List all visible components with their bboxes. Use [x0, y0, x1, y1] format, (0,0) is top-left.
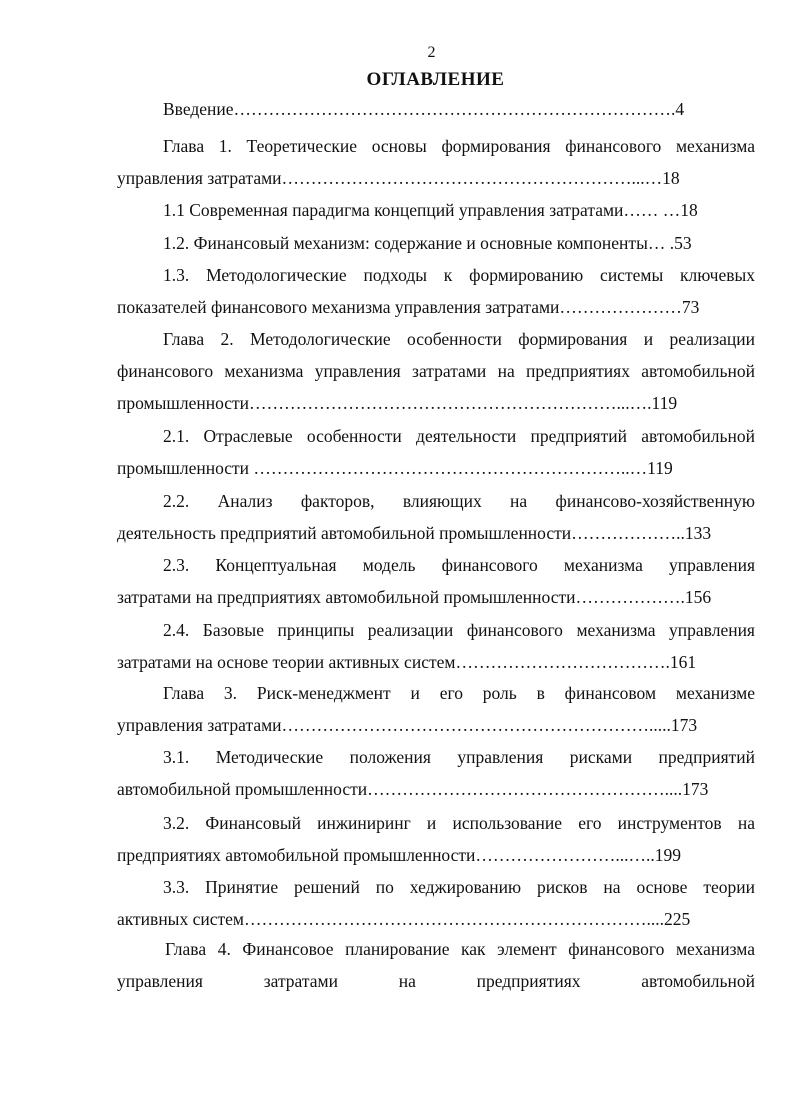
toc-line: 1.2. Финансовый механизм: содержание и основные компоненты… .53 [163, 233, 692, 253]
toc-line: управления затратами……………………………………………………….....173 [117, 714, 698, 735]
toc-line: 3.2. Финансовый инжиниринг и использование его инструментов на [163, 813, 755, 833]
toc-entry-2-2 [117, 486, 755, 550]
toc-line: промышленности………………………………………………………...….119 [117, 392, 678, 413]
toc-line: затратами на предприятиях автомобильной промышленности……………….156 [117, 586, 712, 607]
toc-line: управления затратами……………………………………………………...…18 [117, 167, 680, 188]
toc-line: предприятиях автомобильной промышленности……………………...…..199 [117, 844, 682, 865]
toc-line: Введение………………………………………………………………….4 [163, 99, 685, 119]
toc-line: 1.1 Современная парадигма концепций управления затратами…… …18 [163, 200, 698, 220]
toc-entry-1-1 [117, 195, 755, 227]
toc-entry-3-1 [117, 742, 755, 806]
toc-line: 3.1. Методические положения управления рисками предприятий [163, 747, 755, 767]
toc-line: Глава 4. Финансовое планирование как элемент финансового механизма [165, 939, 755, 959]
toc-entry-chapter-1 [117, 131, 755, 195]
toc-entry-chapter-3 [117, 678, 755, 742]
toc-line: автомобильной промышленности……………………………………………....173 [117, 778, 709, 799]
toc-entry-2-3 [117, 550, 755, 614]
page-number: 2 [427, 44, 436, 61]
toc-entry-chapter-4 [117, 934, 755, 998]
toc-line: Глава 1. Теоретические основы формирования финансового механизма [163, 136, 755, 156]
toc-line: показателей финансового механизма управления затратами…………………73 [117, 296, 700, 317]
toc-entry-chapter-2 [117, 324, 755, 419]
toc-entry-3-2 [117, 808, 755, 872]
toc-line: активных систем……………………………………………………………....225 [117, 908, 691, 929]
toc-line: финансового механизма управления затратами на предприятиях автомобильной [117, 360, 755, 381]
toc-line: Глава 3. Риск-менеджмент и его роль в финансовом механизме [163, 683, 755, 703]
toc-entry-2-1 [117, 421, 755, 485]
toc-line: управления затратами на предприятиях автомобильной [117, 970, 755, 991]
page-title: ОГЛАВЛЕНИЕ [366, 69, 505, 90]
toc-entry-3-3 [117, 872, 755, 936]
toc-entry-introduction [117, 94, 755, 126]
toc-line: 2.1. Отраслевые особенности деятельности предприятий автомобильной [163, 426, 755, 446]
toc-line: деятельность предприятий автомобильной промышленности………………..133 [117, 522, 712, 543]
toc-line: 2.3. Концептуальная модель финансового механизма управления [163, 555, 755, 575]
toc-entry-1-3 [117, 260, 755, 324]
toc-line: 1.3. Методологические подходы к формированию системы ключевых [163, 265, 755, 285]
toc-line: 3.3. Принятие решений по хеджированию рисков на основе теории [163, 877, 755, 897]
toc-line: промышленности ………………………………………………………..…119 [117, 457, 673, 478]
toc-entry-2-4 [117, 615, 755, 679]
toc-line: Глава 2. Методологические особенности формирования и реализации [163, 329, 755, 349]
toc-entry-1-2 [117, 228, 755, 260]
toc-line: затратами на основе теории активных систем……………………………….161 [117, 651, 697, 672]
toc-line: 2.4. Базовые принципы реализации финансового механизма управления [163, 620, 755, 640]
toc-line: 2.2. Анализ факторов, влияющих на финансово-хозяйственную [163, 491, 755, 511]
